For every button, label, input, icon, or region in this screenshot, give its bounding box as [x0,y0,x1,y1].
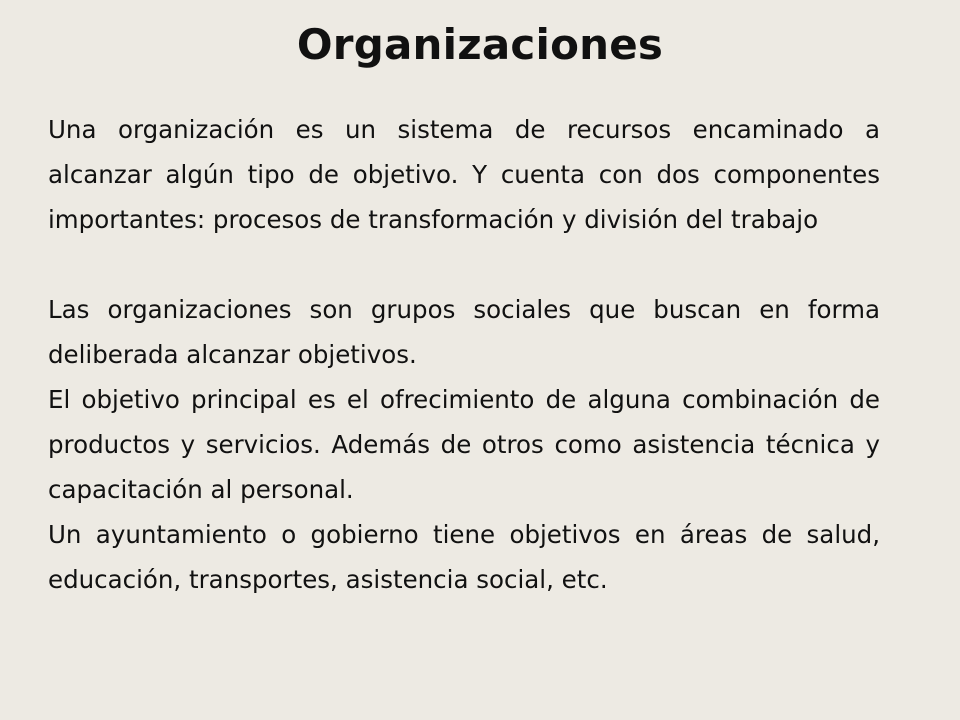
paragraph-main-objective: El objetivo principal es el ofrecimiento de alguna combinación de productos y servicios. Además de otros como asistencia técnica y capacitación al personal. [48,385,880,504]
slide-body [48,107,880,602]
paragraph-spacer [48,242,880,287]
paragraph-definition: Una organización es un sistema de recursos encaminado a alcanzar algún tipo de objetivo. Y cuenta con dos componentes importantes: procesos de transformación y división del trabajo [48,115,880,234]
slide-title: Organizaciones [296,20,664,69]
paragraph-government-example: Un ayuntamiento o gobierno tiene objetivos en áreas de salud, educación, transportes, asistencia social, etc. [48,520,880,594]
paragraph-social-groups: Las organizaciones son grupos sociales que buscan en forma deliberada alcanzar objetivos. [48,295,880,369]
